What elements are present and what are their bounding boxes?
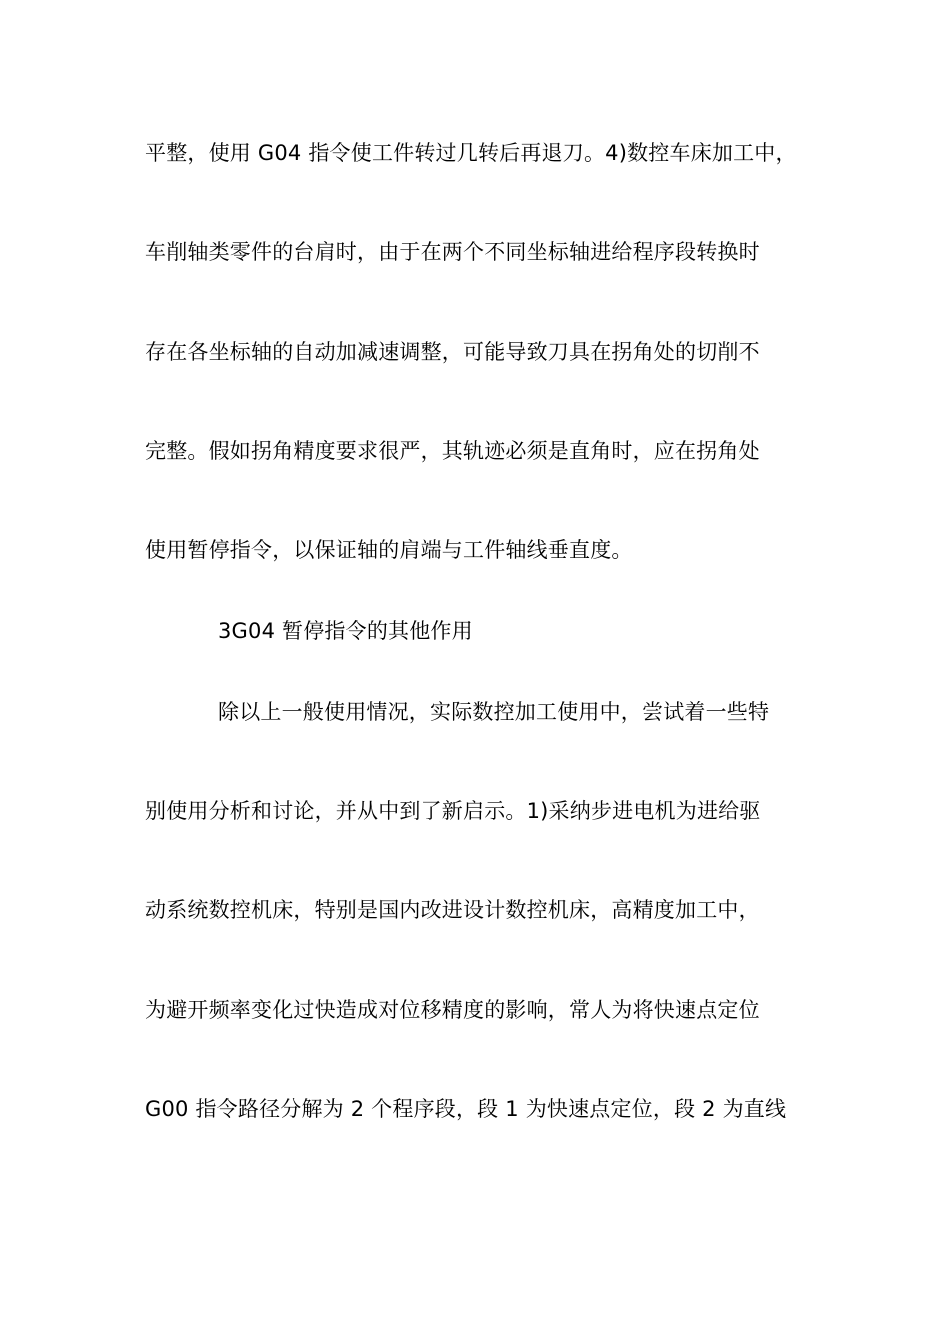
paragraph-line: 别使用分析和讨论，并从中到了新启示。1)采纳步进电机为进给驱 (145, 799, 761, 823)
paragraph-line: 为避开频率变化过快造成对位移精度的影响，常人为将快速点定位 (145, 998, 760, 1022)
paragraph-line: 完整。假如拐角精度要求很严，其轨迹必须是直角时，应在拐角处 (145, 439, 760, 463)
paragraph-line: 使用暂停指令，以保证轴的肩端与工件轴线垂直度。 (145, 538, 633, 562)
paragraph-line: 车削轴类零件的台肩时，由于在两个不同坐标轴进给程序段转换时 (145, 240, 760, 264)
paragraph-line: 平整，使用 G04 指令使工件转过几转后再退刀。4)数控车床加工中， (145, 141, 797, 165)
paragraph-line: 动系统数控机床，特别是国内改进设计数控机床，高精度加工中， (145, 898, 760, 922)
paragraph-line: G00 指令路径分解为 2 个程序段，段 1 为快速点定位，段 2 为直线 (145, 1097, 787, 1121)
paragraph-line: 除以上一般使用情况，实际数控加工使用中，尝试着一些特 (218, 700, 770, 724)
section-heading: 3G04 暂停指令的其他作用 (218, 619, 473, 643)
paragraph-line: 存在各坐标轴的自动加减速调整，可能导致刀具在拐角处的切削不 (145, 340, 760, 364)
